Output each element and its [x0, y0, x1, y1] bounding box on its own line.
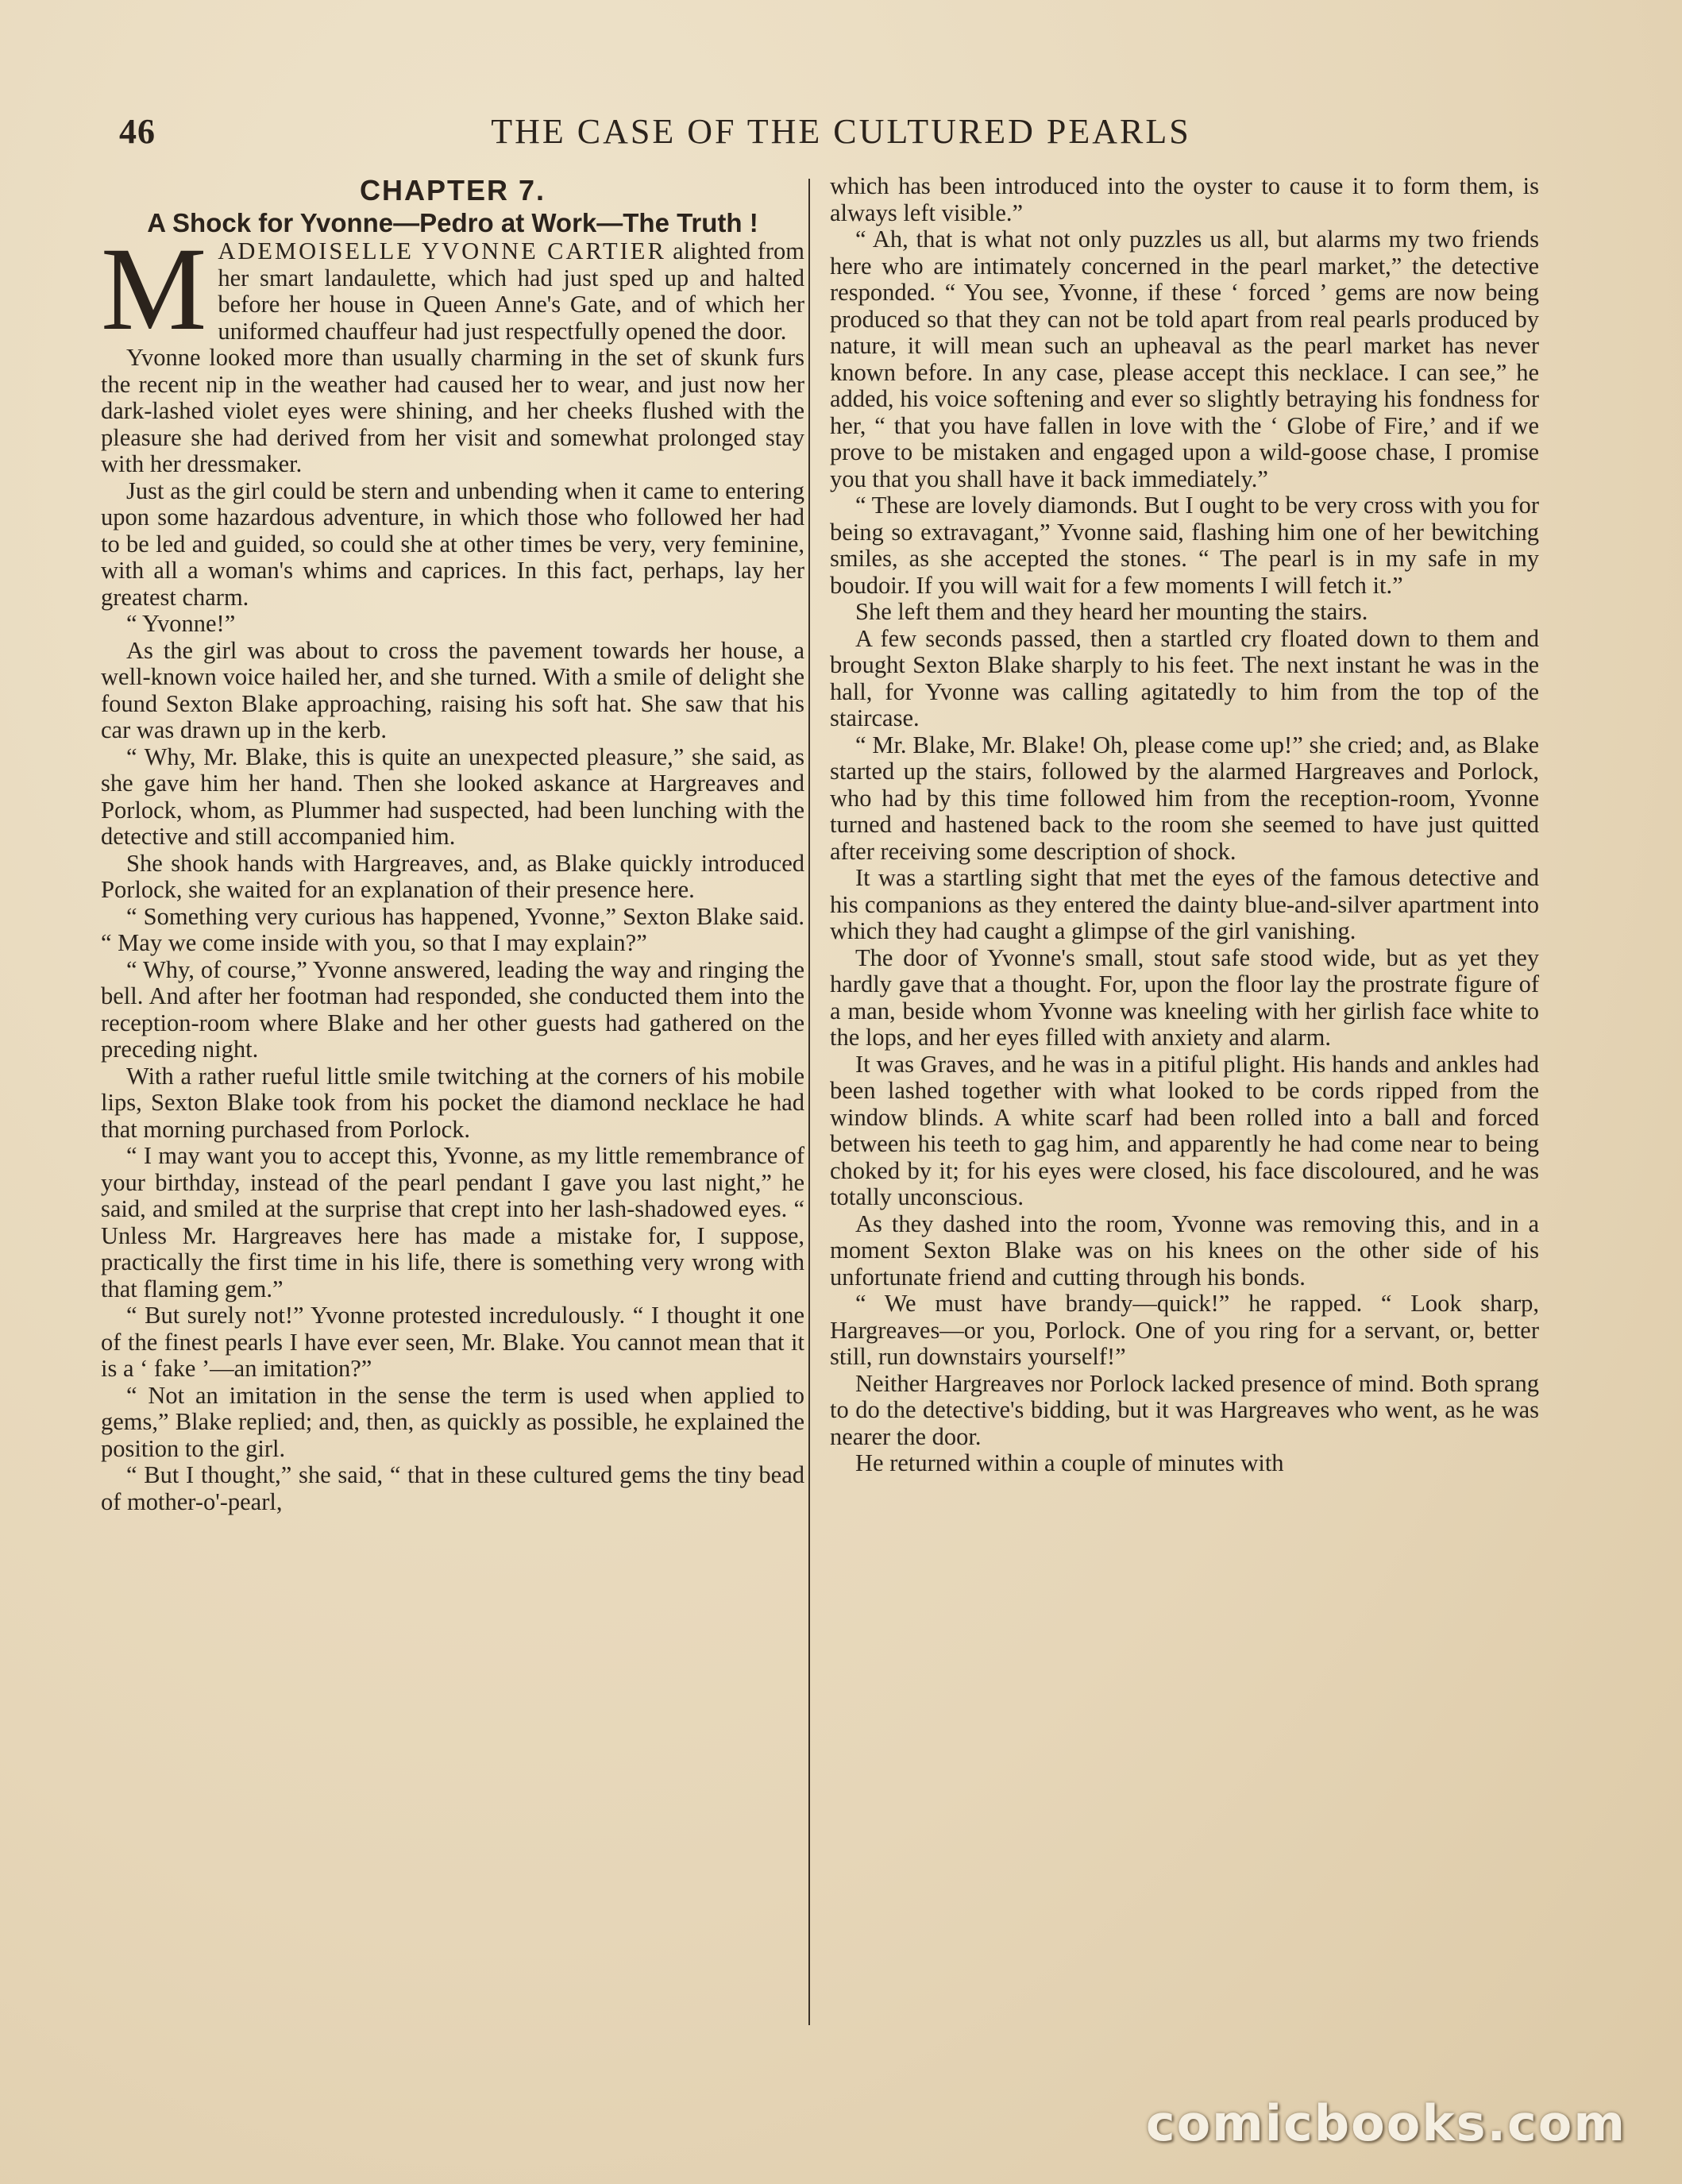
paragraph: “ But I thought,” she said, “ that in these cultured gems the tiny bead of mother-o'-pearl,: [101, 1461, 804, 1515]
paragraph: The door of Yvonne's small, stout safe stood wide, but as yet they hardly gave that a thought. For, upon the floor lay the prostrate figure of a man, beside whom Yvonne was kneeling with her girlish face white to the lops, and her eyes filled with anxiety and alarm.: [830, 943, 1539, 1051]
chapter-subtitle: A Shock for Yvonne—Pedro at Work—The Truth !: [147, 208, 758, 237]
paragraph: “ Something very curious has happened, Yvonne,” Sexton Blake said. “ May we come inside with you, so that I may explain?”: [101, 902, 804, 956]
site-watermark: comicbooks.com: [1145, 2094, 1626, 2152]
paragraph-text: alighted from her smart landaulette, which had just sped up and halted before her house in Queen Anne's Gate, and of which her uniformed chauffeur had just respectfully opened the door.: [218, 237, 804, 345]
paragraph: Neither Hargreaves nor Porlock lacked presence of mind. Both sprang to do the detective's bidding, but it was Hargreaves who went, as he was nearer the door.: [830, 1369, 1539, 1450]
paragraph: With a rather rueful little smile twitching at the corners of his mobile lips, Sexton Blake took from his pocket the diamond necklace he had that morning purchased from Porlock.: [101, 1062, 804, 1143]
opening-caps: ADEMOISELLE YVONNE CARTIER: [218, 237, 666, 264]
paragraph: As the girl was about to cross the pavement towards her house, a well-known voice hailed her, and she turned. With a smile of delight she found Sexton Blake approaching, raising his soft hat. She saw that his car was drawn up in the kerb.: [101, 636, 804, 743]
drop-cap: M: [101, 223, 207, 355]
page-number: 46: [119, 112, 156, 151]
paragraph: He returned within a couple of minutes with: [855, 1449, 1284, 1476]
page-header: [119, 111, 1563, 159]
paragraph: As they dashed into the room, Yvonne was removing this, and in a moment Sexton Blake was on his knees on the other side of his unfortunate friend and cutting through his bonds.: [830, 1210, 1539, 1291]
paragraph: “ Mr. Blake, Mr. Blake! Oh, please come up!” she cried; and, as Blake started up the stairs, followed by the alarmed Hargreaves and Porlock, who had by this time followed him from the reception-room, Yvonne turned and hastened back to the room she seemed to have just quitted after receiving some description of shock.: [830, 731, 1539, 865]
paragraph: “ But surely not!” Yvonne protested incredulously. “ I thought it one of the finest pearls I have ever seen, Mr. Blake. You cannot mean that it is a ‘ fake ’—an imitation?”: [101, 1302, 804, 1382]
column-divider: [808, 179, 810, 2025]
paragraph: “ Ah, that is what not only puzzles us all, but alarms my two friends here who are intimately concerned in the pearl market,” the detective responded. “ You see, Yvonne, if these ‘ forced ’ gems are now being produced so that they can not be told apart from real pearls produced by nature, it will mean such an upheaval as the pearl market has never known before. In any case, please accept this necklace. I can see,” he added, his voice softening and ever so slightly betraying his fondness for her, “ that you have fallen in love with the ‘ Globe of Fire,’ and if we prove to be mistaken and engaged upon a wild-goose chase, I promise you that you shall have it back immediately.”: [830, 226, 1539, 492]
left-column: [101, 173, 804, 1515]
paragraph: She shook hands with Hargreaves, and, as Blake quickly introduced Porlock, she waited for an explanation of their presence here.: [101, 849, 804, 903]
paragraph: She left them and they heard her mounting the stairs.: [855, 598, 1368, 625]
paragraph: It was a startling sight that met the eyes of the famous detective and his companions as they entered the dainty blue-and-silver apartment into which they had caught a glimpse of the girl vanishing.: [830, 864, 1539, 944]
paragraph: “ Yvonne!”: [126, 610, 236, 637]
paragraph: Yvonne looked more than usually charming in the set of skunk furs the recent nip in the weather had caused her to wear, and just now her dark-lashed violet eyes were shining, and her cheeks flushed with the pleasure she had derived from her visit and somewhat prolonged stay with her dressmaker.: [101, 344, 804, 477]
paragraph: “ Why, Mr. Blake, this is quite an unexpected pleasure,” she said, as she gave him her hand. Then she looked askance at Hargreaves and Porlock, whom, as Plummer had suspected, had been lunching with the detective and still accompanied him.: [101, 743, 804, 850]
paragraph: which has been introduced into the oyster to cause it to form them, is always left visible.”: [830, 172, 1539, 226]
chapter-heading: [101, 173, 804, 238]
right-column: [830, 173, 1539, 1477]
paragraph: “ Not an imitation in the sense the term is used when applied to gems,” Blake replied; and, then, as quickly as possible, he explained the position to the girl.: [101, 1381, 804, 1462]
paragraph: “ Why, of course,” Yvonne answered, leading the way and ringing the bell. And after her footman had responded, she conducted them into the reception-room where Blake and her other guests had gathered on the preceding night.: [101, 955, 804, 1063]
paragraph: Just as the girl could be stern and unbending when it came to entering upon some hazardous adventure, in which those who followed her had to be led and guided, so could she at other times be very, very feminine, with all a woman's whims and caprices. In this fact, perhaps, lay her greatest charm.: [101, 477, 804, 611]
paragraph: “ These are lovely diamonds. But I ought to be very cross with you for being so extravagant,” Yvonne said, flashing him one of her bewitching smiles, as she accepted the stones. “ The pearl is in my safe in my boudoir. If you will wait for a few moments I will fetch it.”: [830, 492, 1539, 599]
running-title: THE CASE OF THE CULTURED PEARLS: [491, 112, 1191, 151]
paragraph: It was Graves, and he was in a pitiful plight. His hands and ankles had been lashed together with what looked to be cords ripped from the window blinds. A white scarf had been rolled into a ball and forced between his teeth to gag him, and apparently he had come near to being choked by it; for his eyes were closed, his face discoloured, and he was totally unconscious.: [830, 1050, 1539, 1210]
opening-paragraph: [101, 223, 804, 355]
chapter-title: CHAPTER 7.: [359, 174, 546, 206]
paragraph: A few seconds passed, then a startled cry floated down to them and brought Sexton Blake sharply to his feet. The next instant he was in the hall, for Yvonne was calling agitatedly to him from the top of the staircase.: [830, 624, 1539, 731]
paragraph: “ I may want you to accept this, Yvonne, as my little remembrance of your birthday, instead of the pearl pendant I gave you last night,” he said, and smiled at the surprise that crept into her lash-shadowed eyes. “ Unless Mr. Hargreaves here has made a mistake for, I suppose, practically the first time in his life, there is something very wrong with that flaming gem.”: [101, 1142, 804, 1302]
paragraph: “ We must have brandy—quick!” he rapped. “ Look sharp, Hargreaves—or you, Porlock. One of you ring for a servant, or, better still, run downstairs yourself!”: [830, 1290, 1539, 1370]
